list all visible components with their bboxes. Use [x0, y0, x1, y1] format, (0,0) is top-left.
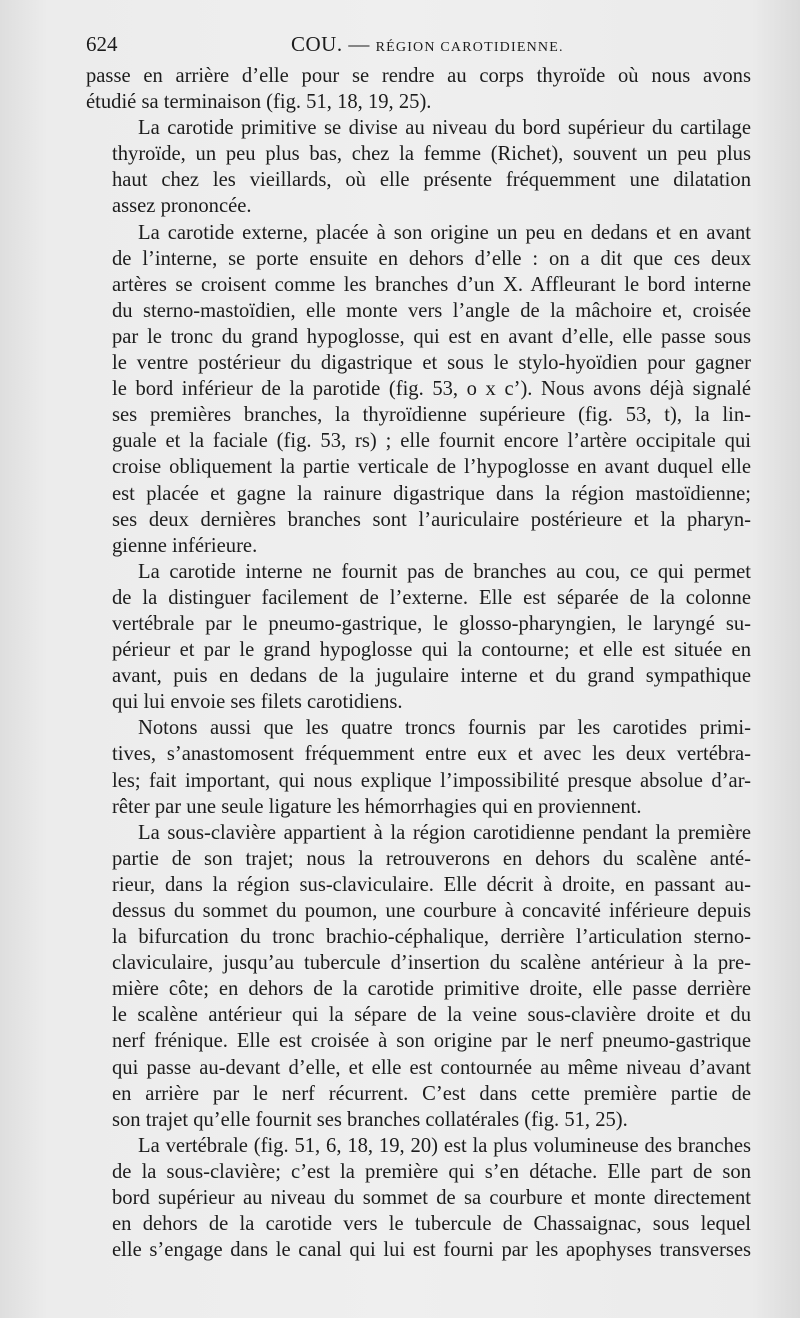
- text-line: assez prononcée.: [112, 195, 252, 218]
- text-line: nerf frénique. Elle est croisée à son origine par le nerf pneumo-gastrique: [112, 1030, 751, 1053]
- text-line: La sous-clavière appartient à la région carotidienne pendant la première: [138, 821, 751, 844]
- text-line: son trajet qu’elle fournit ses branches collatérales (fig. 51, 25).: [112, 1108, 628, 1131]
- paragraph-7: [86, 1133, 751, 1263]
- text-line: en arrière par le nerf récurrent. C’est dans cette première partie de: [112, 1082, 751, 1105]
- text-line: de la sous-clavière; c’est la première qui s’en détache. Elle part de son: [112, 1160, 751, 1183]
- text-line: haut chez les vieillards, où elle présente fréquemment une dilatation: [112, 169, 751, 192]
- text-line: la bifurcation du tronc brachio-céphalique, derrière l’articulation sterno-: [112, 926, 751, 949]
- text-line: guale et la faciale (fig. 53, rs) ; elle fournit encore l’artère occipitale qui: [112, 430, 751, 453]
- text-line: de l’interne, se porte ensuite en dehors d’elle : on a dit que ces deux: [112, 247, 751, 270]
- text-line: le ventre postérieur du digastrique et sous le stylo-hyoïdien pour gagner: [112, 352, 751, 375]
- text-line: La carotide externe, placée à son origine un peu en dedans et en avant: [138, 221, 751, 244]
- text-line: ses deux dernières branches sont l’auriculaire postérieure et la pharyn-: [112, 508, 751, 531]
- text-line: tives, s’anastomosent fréquemment entre eux et avec les deux vertébra-: [112, 743, 751, 766]
- paragraph-4: [86, 559, 751, 716]
- text-line: avant, puis en dedans de la jugulaire interne et du grand sympathique: [112, 665, 751, 688]
- text-line: dessus du sommet du poumon, une courbure à concavité inférieure depuis: [112, 900, 751, 922]
- text-line: en dehors de la carotide vers le tubercule de Chassaignac, sous lequel: [112, 1213, 751, 1236]
- text-line: de la distinguer facilement de l’externe. Elle est séparée de la colonne: [112, 586, 751, 609]
- text-line: passe en arrière d’elle pour se rendre au corps thyroïde où nous avons: [86, 65, 751, 87]
- page-number: 624: [86, 32, 118, 56]
- text-line: mière côte; en dehors de la carotide primitive droite, elle passe derrière: [112, 978, 751, 1001]
- text-line: Notons aussi que les quatre troncs fournis par les carotides primi-: [138, 717, 751, 740]
- text-line: le scalène antérieur qui la sépare de la veine sous-clavière droite et du: [112, 1004, 751, 1027]
- paragraph-5: [86, 715, 751, 819]
- text-line: périeur et par le grand hypoglosse qui la contourne; et elle est située en: [112, 639, 751, 662]
- text-line: claviculaire, jusqu’au tubercule d’insertion du scalène antérieur à la pre-: [112, 952, 751, 975]
- text-line: qui passe au-devant d’elle, et elle est contournée au même niveau d’avant: [112, 1056, 751, 1079]
- text-line: La carotide primitive se divise au niveau du bord supérieur du cartilage: [138, 117, 751, 140]
- text-line: elle s’engage dans le canal qui lui est fourni par les apophyses transverses: [112, 1239, 751, 1262]
- text-line: vertébrale par le pneumo-gastrique, le glosso-pharyngien, le laryngé su-: [112, 612, 751, 635]
- text-line: ses premières branches, la thyroïdienne supérieure (fig. 53, t), la lin-: [112, 404, 751, 427]
- text-line: croise obliquement la partie verticale de l’hypoglosse en avant duquel elle: [112, 456, 751, 479]
- text-line: étudié sa terminaison (fig. 51, 18, 19, 25).: [86, 91, 432, 114]
- running-head-main: COU. —: [291, 32, 376, 56]
- paragraph-2: [86, 115, 751, 219]
- text-line: qui lui envoie ses filets carotidiens.: [112, 691, 403, 714]
- text-line: bord supérieur au niveau du sommet de sa courbure et monte directement: [112, 1187, 751, 1210]
- text-line: La carotide interne ne fournit pas de branches au cou, ce qui permet: [138, 560, 751, 583]
- text-line: thyroïde, un peu plus bas, chez la femme (Richet), souvent un peu plus: [112, 143, 751, 166]
- text-line: les; fait important, qui nous explique l’impossibilité presque absolue d’ar-: [112, 769, 751, 792]
- text-line: du sterno-mastoïdien, elle monte vers l’angle de la mâchoire et, croisée: [112, 299, 751, 322]
- text-line: rêter par une seule ligature les hémorrhagies qui en proviennent.: [112, 795, 642, 818]
- paragraph-3: [86, 220, 751, 559]
- text-line: gienne inférieure.: [112, 534, 258, 557]
- running-head: [291, 30, 564, 62]
- text-line: par le tronc du grand hypoglosse, qui est en avant d’elle, elle passe sous: [112, 325, 751, 348]
- paragraph-6: [86, 820, 751, 1133]
- text-line: est placée et gagne la rainure digastrique dans la région mastoïdienne;: [112, 482, 751, 505]
- text-line: La vertébrale (fig. 51, 6, 18, 19, 20) est la plus volumineuse des branches: [138, 1134, 751, 1157]
- text-line: artères se croisent comme les branches d’un X. Affleurant le bord interne: [112, 273, 751, 296]
- body-text: [86, 63, 751, 1263]
- paragraph-1: [86, 63, 751, 115]
- running-head-section: RÉGION CAROTIDIENNE.: [375, 40, 564, 55]
- text-line: partie de son trajet; nous la retrouverons en dehors du scalène anté-: [112, 847, 751, 870]
- page-header: [86, 30, 751, 58]
- text-line: le bord inférieur de la parotide (fig. 53, o x c’). Nous avons déjà signalé: [112, 378, 751, 401]
- text-line: rieur, dans la région sus-claviculaire. Elle décrit à droite, en passant au-: [112, 873, 751, 896]
